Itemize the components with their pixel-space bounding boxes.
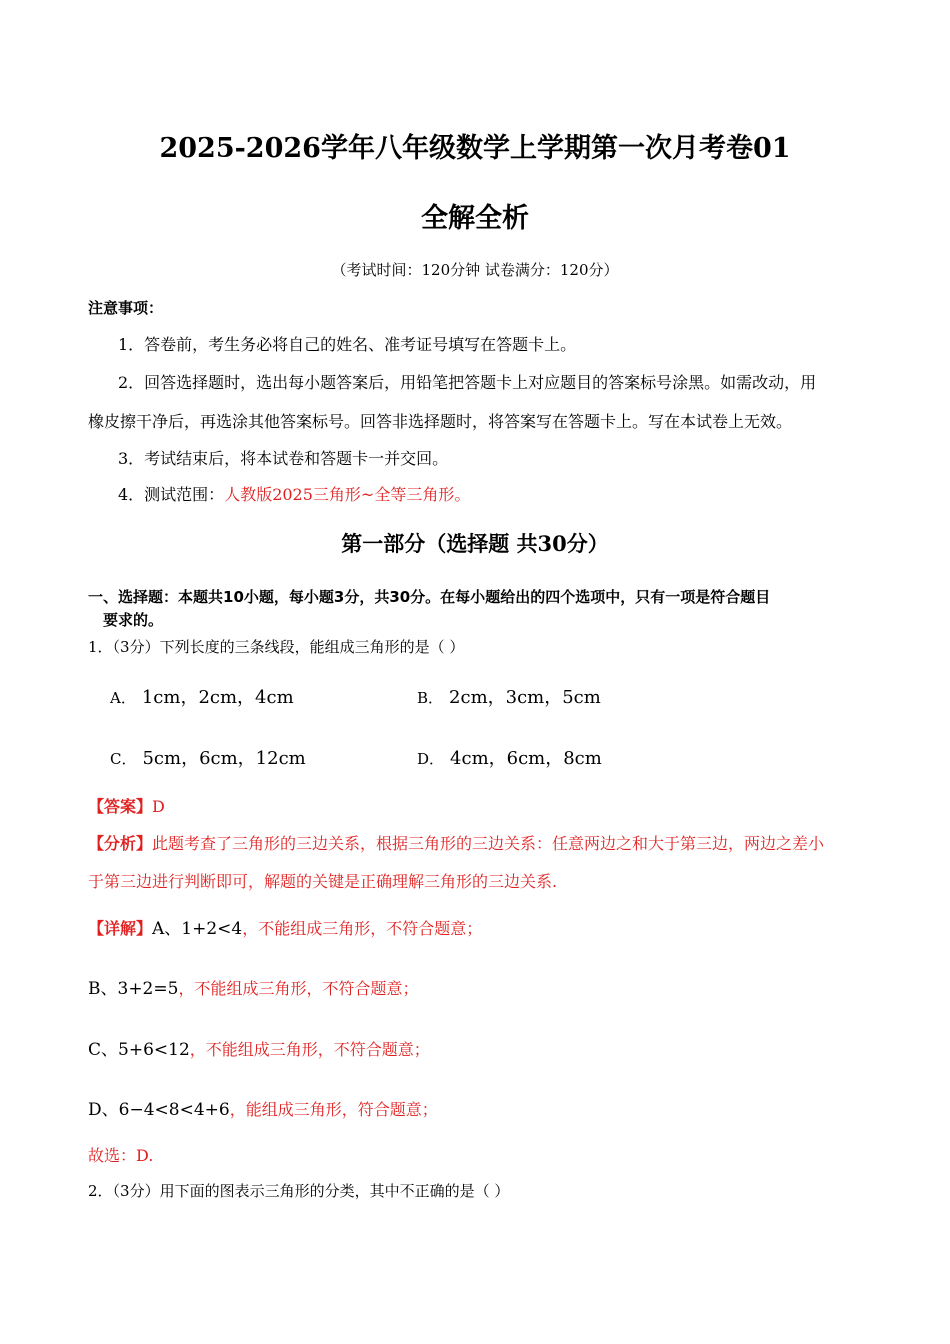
- detail-comment: ，能组成三角形，符合题意；: [229, 1100, 438, 1119]
- option-text: 5cm，6cm，12cm: [142, 748, 306, 769]
- question-1-option-d: [417, 744, 602, 770]
- question-1-detail-a: [88, 914, 482, 939]
- notes-item-2-line-2: 橡皮擦干净后，再选涂其他答案标号。回答非选择题时，将答案写在答题卡上。写在本试卷上无效。: [88, 412, 793, 431]
- detail-comment: ，不能组成三角形，不符合题意；: [189, 1040, 430, 1059]
- option-text: 1cm，2cm，4cm: [141, 687, 294, 708]
- detail-math: 5+6<12: [118, 1040, 190, 1060]
- option-text: 2cm，3cm，5cm: [449, 687, 601, 708]
- question-1-detail-c: [88, 1035, 430, 1060]
- detail-tag: 【详解】: [88, 919, 153, 938]
- detail-math: 3+2=5: [117, 979, 179, 999]
- option-label: C．: [110, 750, 137, 768]
- question-1-conclusion: 故选：D.: [88, 1146, 154, 1165]
- page-title: 2025-2026学年八年级数学上学期第一次月考卷01: [159, 133, 791, 164]
- detail-prefix: C、: [88, 1040, 119, 1060]
- detail-comment: ，不能组成三角形，不符合题意；: [178, 979, 419, 998]
- page-subtitle: 全解全析: [421, 203, 529, 234]
- notes-item-4: [118, 482, 470, 505]
- question-2-stem: 2．（3分）用下面的图表示三角形的分类，其中不正确的是（ ）: [88, 1182, 510, 1200]
- option-label: D．: [417, 750, 445, 768]
- question-1-option-c: [110, 744, 306, 770]
- notes-item-4-prefix: 4．测试范围：: [118, 485, 225, 504]
- notes-heading: 注意事项：: [88, 299, 164, 317]
- question-1-detail-d: [88, 1095, 438, 1120]
- notes-item-1: 1．答卷前，考生务必将自己的姓名、准考证号填写在答题卡上。: [118, 335, 577, 354]
- detail-comment: ，不能组成三角形，不符合题意；: [242, 919, 483, 938]
- section-instruction-line-1: 一、选择题：本题共10小题，每小题3分，共30分。在每小题给出的四个选项中，只有一项是符合题目: [88, 588, 771, 606]
- question-1-option-b: [417, 683, 601, 709]
- notes-item-4-scope: 人教版2025三角形~全等三角形。: [224, 485, 471, 504]
- option-label: A．: [110, 689, 136, 707]
- analysis-tag: 【分析】: [88, 834, 153, 853]
- question-1-option-a: [110, 683, 294, 709]
- question-1-stem: 1．（3分）下列长度的三条线段，能组成三角形的是（ ）: [88, 638, 465, 656]
- detail-prefix: B、: [88, 979, 118, 999]
- option-text: 4cm，6cm，8cm: [450, 748, 602, 769]
- detail-prefix: D、: [88, 1100, 119, 1120]
- option-label: B．: [417, 689, 444, 707]
- section-instruction-line-2: 要求的。: [103, 611, 164, 629]
- detail-prefix: A、: [152, 919, 182, 939]
- detail-math: 6−4<8<4+6: [118, 1100, 230, 1120]
- answer-tag: 【答案】: [88, 797, 153, 816]
- notes-item-3: 3．考试结束后，将本试卷和答题卡一并交回。: [118, 449, 449, 468]
- detail-math: 1+2<4: [181, 919, 243, 939]
- question-1-detail-b: [88, 974, 418, 999]
- analysis-text: 此题考查了三角形的三边关系，根据三角形的三边关系：任意两边之和大于第三边，两边之差小: [152, 834, 825, 853]
- question-1-answer: [88, 794, 165, 817]
- question-1-analysis-line-2: 于第三边进行判断即可，解题的关键是正确理解三角形的三边关系.: [88, 872, 558, 891]
- question-1-analysis-line-1: [88, 831, 824, 854]
- answer-value: D: [152, 797, 165, 816]
- exam-info: （考试时间：120分钟 试卷满分：120分）: [331, 261, 619, 279]
- part1-heading: 第一部分（选择题 共30分）: [341, 531, 609, 556]
- notes-item-2-line-1: 2．回答选择题时，选出每小题答案后，用铅笔把答题卡上对应题目的答案标号涂黑。如需改动，用: [118, 373, 817, 392]
